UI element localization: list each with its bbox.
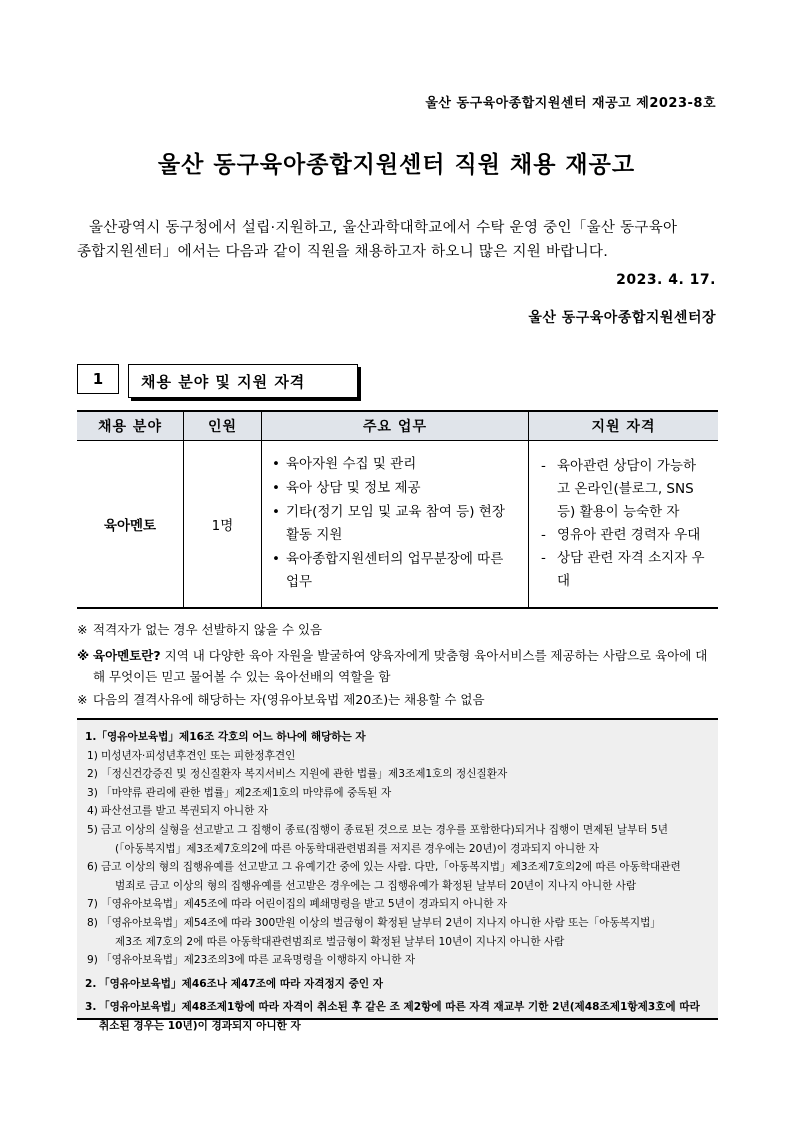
section-number: 1 [77,364,119,394]
header-duties: 주요 업무 [262,411,529,441]
note-mentor-definition [77,645,719,687]
duty-item: • 육아자원 수집 및 관리 [272,453,520,476]
signer: 울산 동구육아종합지원센터장 [528,310,716,326]
disq-item-title: 3. 「영유아보육법」제48조제1항에 따라 자격이 취소된 후 같은 조 제2항에 따른 자격 재교부 기한 2년(제48조제1항제3호에 따라 [85,1001,700,1014]
note-text: 다음의 결격사유에 해당하는 자(영유아보육법 제20조)는 채용할 수 없음 [93,692,485,707]
note-text-continued: 해 무엇이든 믿고 물어볼 수 있는 육아선배의 역할을 함 [93,669,391,684]
disq-sub-item: 5) 금고 이상의 실형을 선고받고 그 집행이 종료(집행이 종료된 것으로 보는 경우를 포함한다)되거나 집행이 면제된 날부터 5년 [87,823,668,836]
qualification-list [541,455,708,593]
cell-duties [262,441,529,609]
qualification-item: - 상담 관련 자격 소지자 우대 [541,547,708,593]
qualification-item: - 육아관련 상담이 가능하고 온라인(블로그, SNS 등) 활용이 능숙한 자 [541,455,708,524]
duty-item: • 기타(정기 모임 및 교육 참여 등) 현장 활동 지원 [272,501,520,547]
table-header-row [77,411,718,441]
disq-sub-item: 3) 「마약류 관리에 관한 법률」제2조제1호의 마약류에 중독된 자 [87,786,392,799]
disq-sub-item: 9) 「영유아보육법」제23조의3에 따른 교육명령을 이행하지 아니한 자 [87,954,416,967]
cell-qualifications [529,441,719,609]
page-title: 울산 동구육아종합지원센터 직원 채용 재공고 [157,152,636,178]
note-text: 지역 내 다양한 육아 자원을 발굴하여 양육자에게 맞춤형 육아서비스를 제공하는 사람으로 육아에 대 [160,648,708,663]
section-title: 채용 분야 및 지원 자격 [128,364,358,398]
cell-count: 1명 [184,441,262,609]
header-count: 인원 [184,411,262,441]
disq-sub-item: 2) 「정신건강증진 및 정신질환자 복지서비스 지원에 관한 법률」제3조제1호의 정신질환자 [87,768,508,781]
disq-sub-item-continued: (「아동복지법」제3조제7호의2에 따른 아동학대관련범죄를 저지른 경우에는 20년)이 경과되지 아니한 자 [115,842,599,855]
disq-item-title: 1.「영유아보육법」제16조 각호의 어느 하나에 해당하는 자 [85,731,366,743]
disq-sub-item: 1) 미성년자·피성년후견인 또는 피한정후견인 [87,749,296,762]
intro-paragraph [77,216,717,264]
disq-sub-item-continued: 제3조 제7호의 2에 따른 아동학대관련범죄로 벌금형이 확정된 날부터 10년이 지나지 아니한 사람 [115,935,565,948]
note-no-candidate [77,619,719,640]
intro-line-1: 울산광역시 동구청에서 설립·지원하고, 울산과학대학교에서 수탁 운영 중인「울산 동구육아 [89,220,678,236]
header-qualifications: 지원 자격 [529,411,719,441]
disqualification-box [77,718,718,1032]
duty-item: • 육아종합지원센터의 업무분장에 따른 업무 [272,548,520,594]
disq-sub-item: 7) 「영유아보육법」제45조에 따라 어린이집의 폐쇄명령을 받고 5년이 경과되지 아니한 자 [87,898,508,911]
cell-field: 육아멘토 [77,441,184,609]
note-mark: ※ [77,648,90,663]
duty-list [272,453,520,594]
recruitment-table [77,410,718,609]
disq-sub-item: 4) 파산선고를 받고 복권되지 아니한 자 [87,805,268,818]
announcement-date: 2023. 4. 17. [616,272,716,288]
header-field: 채용 분야 [77,411,184,441]
disq-item-continued: 취소된 경우는 10년)이 경과되지 아니한 자 [99,1019,301,1032]
disq-item-title: 2. 「영유아보육법」제46조나 제47조에 따라 자격정지 중인 자 [85,977,384,990]
disq-sub-item-continued: 범죄로 금고 이상의 형의 집행유예를 선고받은 경우에는 그 집행유예가 확정된 날부터 20년이 지나지 아니한 사람 [115,879,637,892]
duty-item: • 육아 상담 및 정보 제공 [272,477,520,500]
disq-sub-item: 6) 금고 이상의 형의 집행유예를 선고받고 그 유예기간 중에 있는 사람. 다만,「아동복지법」제3조제7호의2에 따른 아동학대관련 [87,861,681,874]
intro-line-2: 종합지원센터」에서는 다음과 같이 직원을 채용하고자 하오니 많은 지원 바랍니다. [77,244,609,260]
note-text: 적격자가 없는 경우 선발하지 않을 수 있음 [93,622,323,637]
note-disqualification [77,689,719,710]
table-row [77,441,718,609]
note-mark: ※ [77,622,88,637]
note-mark: ※ [77,692,88,707]
notice-number: 울산 동구육아종합지원센터 재공고 제2023-8호 [425,96,716,111]
note-bold-term: 육아멘토란? [93,648,161,663]
qualification-item: - 영유아 관련 경력자 우대 [541,524,708,547]
disq-sub-item: 8) 「영유아보육법」제54조에 따라 300만원 이상의 벌금형이 확정된 날부터 2년이 지나지 아니한 사람 또는「아동복지법」 [87,916,661,929]
